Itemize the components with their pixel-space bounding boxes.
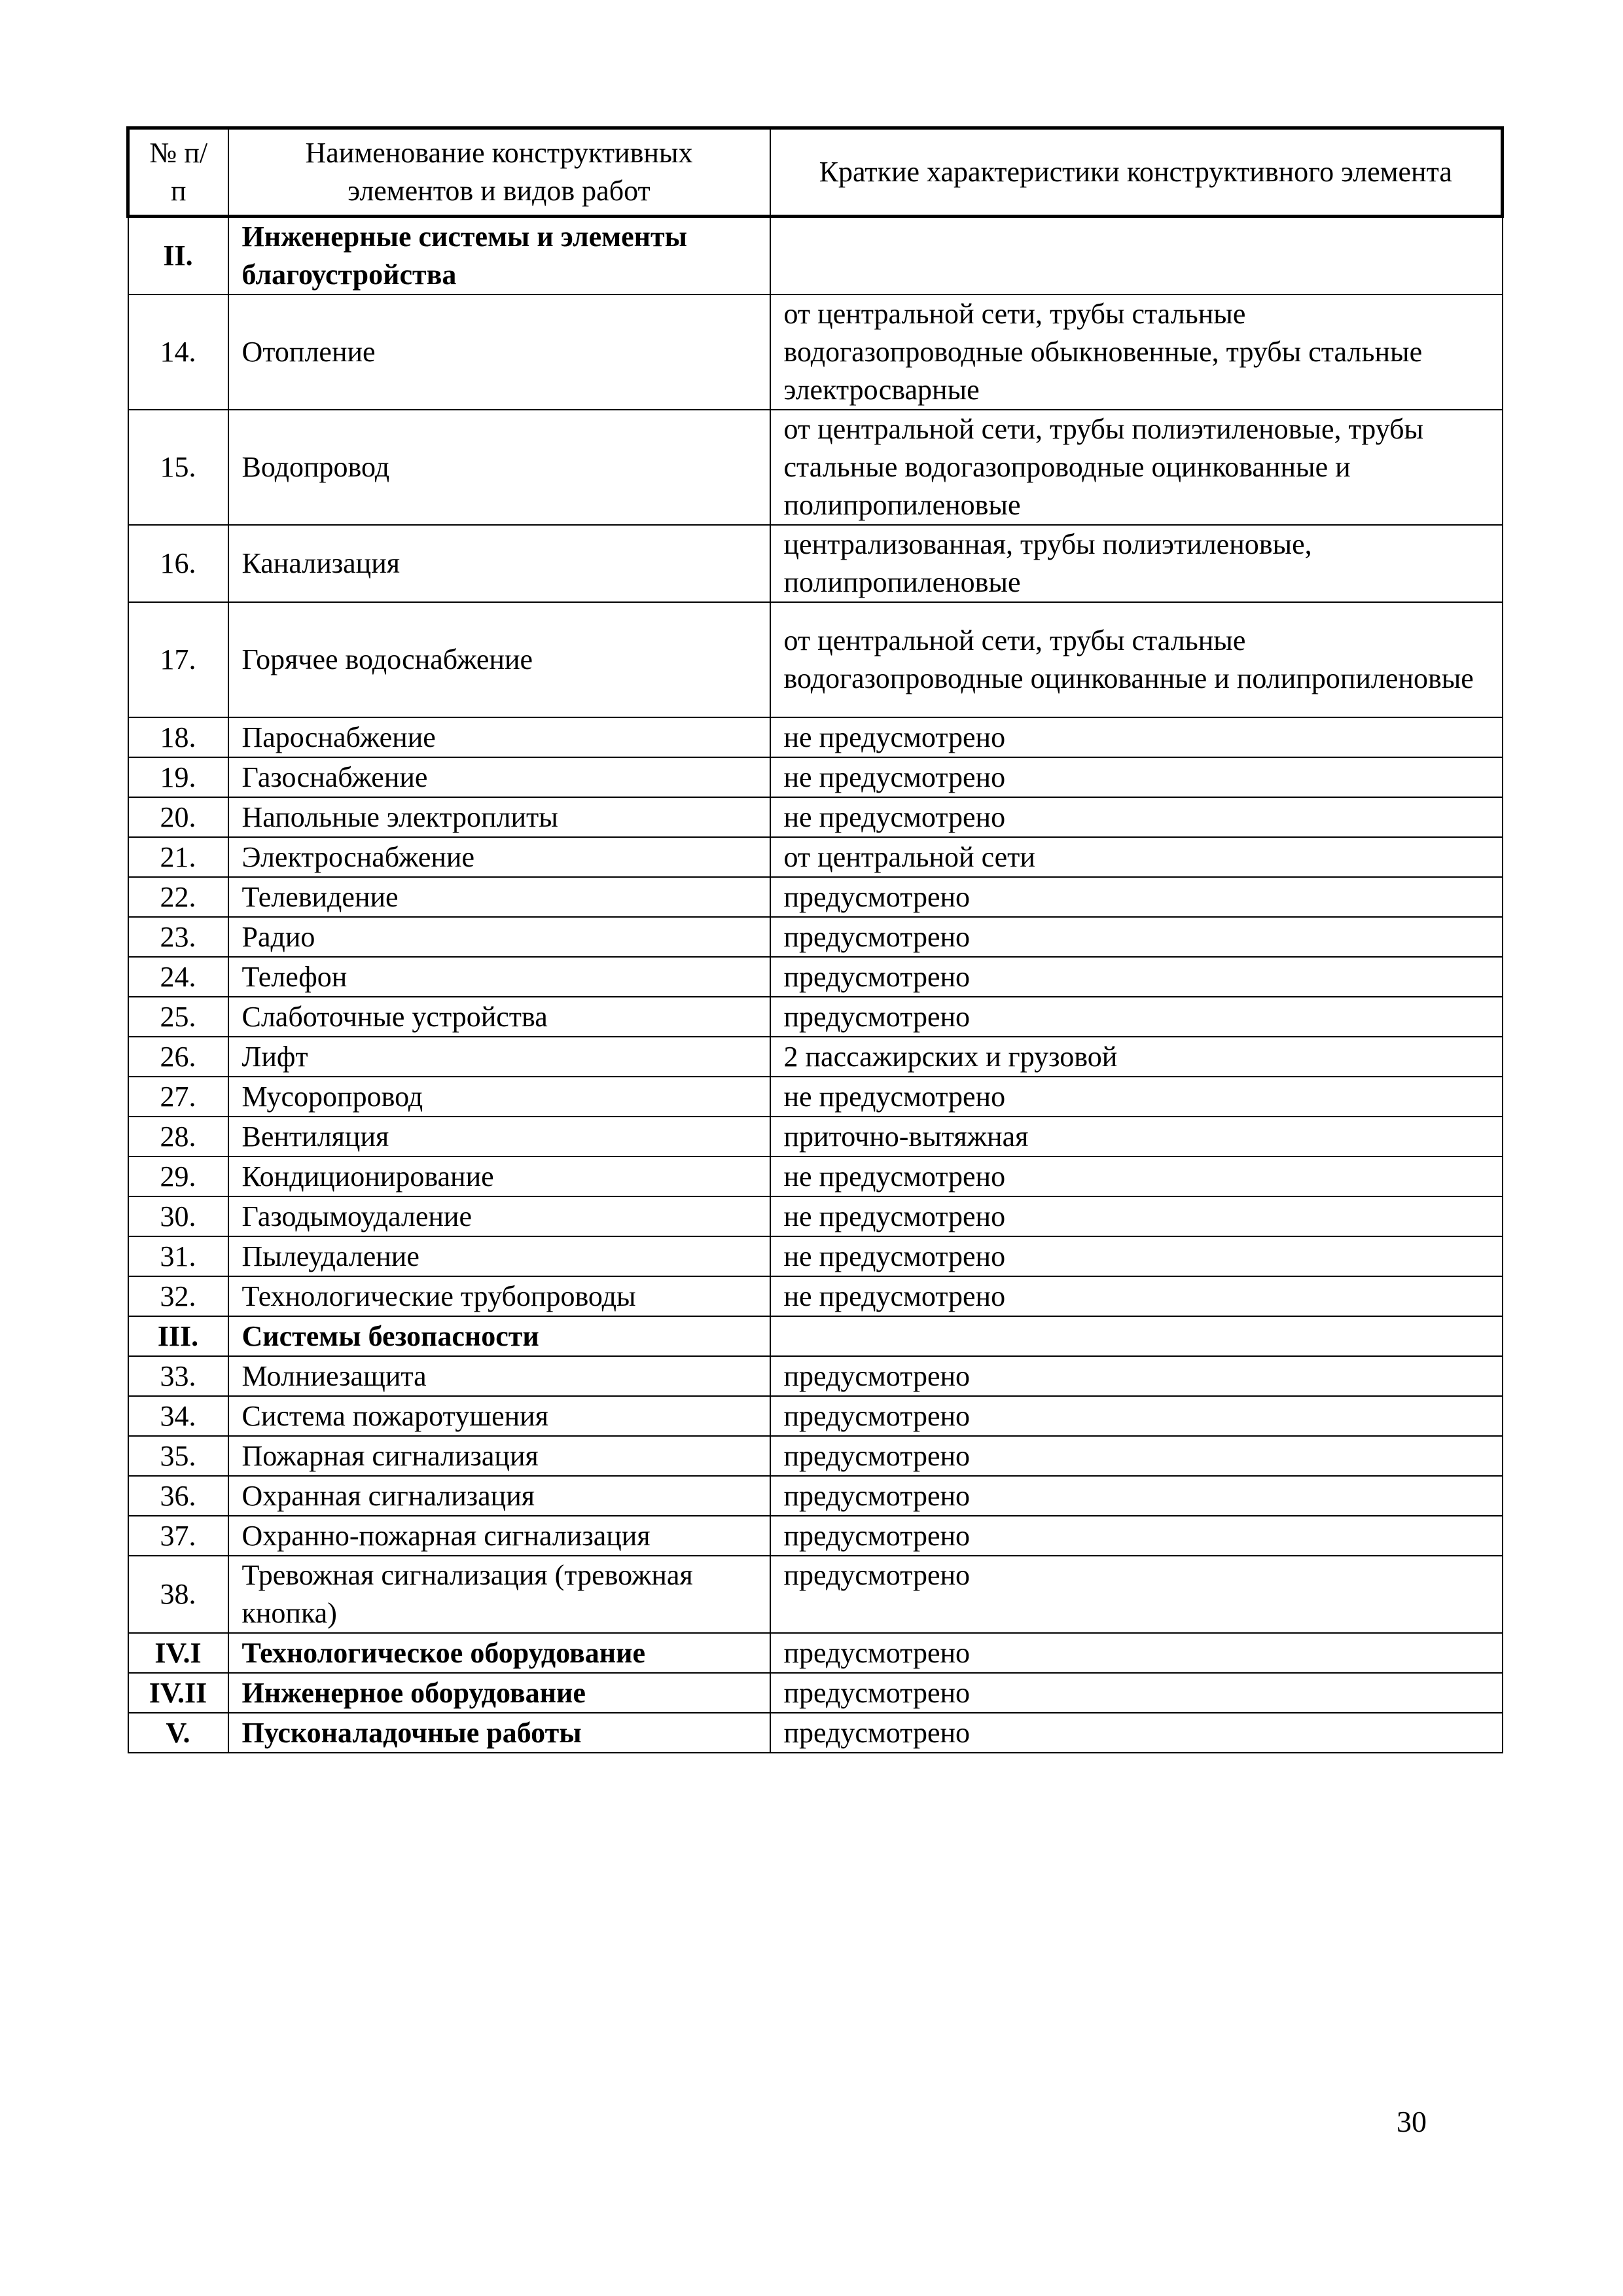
table-row	[128, 1157, 1503, 1196]
page-number: 30	[1397, 2105, 1427, 2138]
row-element-name: Слаботочные устройства	[228, 997, 770, 1037]
row-characteristics: предусмотрено	[770, 917, 1503, 957]
table-row	[128, 1276, 1503, 1316]
row-element-name: Охранно-пожарная сигнализация	[228, 1516, 770, 1556]
table-row	[128, 877, 1503, 917]
row-characteristics: не предусмотрено	[770, 757, 1503, 797]
row-number: 34.	[128, 1396, 228, 1436]
row-number: 25.	[128, 997, 228, 1037]
row-element-name: Пылеудаление	[228, 1236, 770, 1276]
row-characteristics: предусмотрено	[770, 1633, 1503, 1673]
row-element-name: Водопровод	[228, 410, 770, 525]
specifications-table	[126, 126, 1504, 1753]
row-element-name: Газоснабжение	[228, 757, 770, 797]
table-row	[128, 1196, 1503, 1236]
row-number: II.	[128, 217, 228, 295]
row-number: 29.	[128, 1157, 228, 1196]
row-characteristics: предусмотрено	[770, 1396, 1503, 1436]
row-number: 30.	[128, 1196, 228, 1236]
row-characteristics: предусмотрено	[770, 997, 1503, 1037]
row-characteristics: предусмотрено	[770, 1356, 1503, 1396]
row-number: 23.	[128, 917, 228, 957]
row-characteristics: не предусмотрено	[770, 717, 1503, 757]
row-number: 17.	[128, 602, 228, 717]
row-element-name: Телефон	[228, 957, 770, 997]
row-number: 31.	[128, 1236, 228, 1276]
row-number: 16.	[128, 525, 228, 602]
row-element-name: Технологическое оборудование	[228, 1633, 770, 1673]
table-row	[128, 917, 1503, 957]
row-number: IV.I	[128, 1633, 228, 1673]
table-row	[128, 1556, 1503, 1633]
row-characteristics: предусмотрено	[770, 1436, 1503, 1476]
row-characteristics: не предусмотрено	[770, 1196, 1503, 1236]
row-number: 14.	[128, 295, 228, 410]
table-row	[128, 1236, 1503, 1276]
row-number: 26.	[128, 1037, 228, 1077]
row-element-name: Системы безопасности	[228, 1316, 770, 1356]
row-element-name: Горячее водоснабжение	[228, 602, 770, 717]
row-characteristics: предусмотрено	[770, 1673, 1503, 1713]
row-characteristics: не предусмотрено	[770, 797, 1503, 837]
row-number: 21.	[128, 837, 228, 877]
row-element-name: Пусконаладочные работы	[228, 1713, 770, 1753]
section-row	[128, 1673, 1503, 1713]
row-number: 18.	[128, 717, 228, 757]
table-row	[128, 757, 1503, 797]
row-element-name: Пароснабжение	[228, 717, 770, 757]
row-element-name: Инженерные системы и элементы благоустройства	[228, 217, 770, 295]
row-number: 19.	[128, 757, 228, 797]
row-characteristics: не предусмотрено	[770, 1077, 1503, 1117]
row-characteristics: от центральной сети, трубы стальные водогазопроводные оцинкованные и полипропиленовые	[770, 602, 1503, 717]
row-element-name: Канализация	[228, 525, 770, 602]
table-row	[128, 837, 1503, 877]
table-row	[128, 1476, 1503, 1516]
row-number: 20.	[128, 797, 228, 837]
row-element-name: Радио	[228, 917, 770, 957]
row-number: 38.	[128, 1556, 228, 1633]
table-row	[128, 1396, 1503, 1436]
row-number: 35.	[128, 1436, 228, 1476]
row-characteristics: от центральной сети, трубы стальные водогазопроводные обыкновенные, трубы стальные электросварные	[770, 295, 1503, 410]
row-characteristics: 2 пассажирских и грузовой	[770, 1037, 1503, 1077]
table-row	[128, 1436, 1503, 1476]
row-element-name: Тревожная сигнализация (тревожная кнопка)	[228, 1556, 770, 1633]
header-number: № п/п	[128, 128, 228, 217]
row-characteristics: предусмотрено	[770, 1516, 1503, 1556]
row-characteristics: от центральной сети	[770, 837, 1503, 877]
table-row	[128, 602, 1503, 717]
section-row	[128, 1316, 1503, 1356]
row-characteristics: предусмотрено	[770, 1476, 1503, 1516]
table-row	[128, 797, 1503, 837]
table-row	[128, 1077, 1503, 1117]
row-characteristics	[770, 217, 1503, 295]
row-element-name: Пожарная сигнализация	[228, 1436, 770, 1476]
row-characteristics: предусмотрено	[770, 957, 1503, 997]
row-element-name: Охранная сигнализация	[228, 1476, 770, 1516]
header-characteristics: Краткие характеристики конструктивного элемента	[770, 128, 1503, 217]
row-characteristics: предусмотрено	[770, 1556, 1503, 1633]
table-row	[128, 525, 1503, 602]
row-element-name: Лифт	[228, 1037, 770, 1077]
table-row	[128, 1117, 1503, 1157]
row-number: 24.	[128, 957, 228, 997]
row-element-name: Мусоропровод	[228, 1077, 770, 1117]
row-characteristics: централизованная, трубы полиэтиленовые, полипропиленовые	[770, 525, 1503, 602]
row-number: 22.	[128, 877, 228, 917]
row-number: IV.II	[128, 1673, 228, 1713]
row-number: III.	[128, 1316, 228, 1356]
row-element-name: Кондиционирование	[228, 1157, 770, 1196]
table-row	[128, 957, 1503, 997]
table-row	[128, 1356, 1503, 1396]
row-number: V.	[128, 1713, 228, 1753]
table-row	[128, 1037, 1503, 1077]
row-element-name: Электроснабжение	[228, 837, 770, 877]
row-number: 15.	[128, 410, 228, 525]
row-characteristics	[770, 1316, 1503, 1356]
table-row	[128, 295, 1503, 410]
row-element-name: Напольные электроплиты	[228, 797, 770, 837]
table-row	[128, 1516, 1503, 1556]
row-element-name: Технологические трубопроводы	[228, 1276, 770, 1316]
table-row	[128, 717, 1503, 757]
row-number: 37.	[128, 1516, 228, 1556]
row-element-name: Молниезащита	[228, 1356, 770, 1396]
row-number: 36.	[128, 1476, 228, 1516]
row-element-name: Система пожаротушения	[228, 1396, 770, 1436]
row-characteristics: не предусмотрено	[770, 1276, 1503, 1316]
row-characteristics: не предусмотрено	[770, 1157, 1503, 1196]
row-characteristics: предусмотрено	[770, 877, 1503, 917]
row-element-name: Инженерное оборудование	[228, 1673, 770, 1713]
row-characteristics: приточно-вытяжная	[770, 1117, 1503, 1157]
row-characteristics: не предусмотрено	[770, 1236, 1503, 1276]
row-number: 28.	[128, 1117, 228, 1157]
row-element-name: Газодымоудаление	[228, 1196, 770, 1236]
row-number: 33.	[128, 1356, 228, 1396]
table-row	[128, 410, 1503, 525]
header-element-name: Наименование конструктивных элементов и видов работ	[228, 128, 770, 217]
row-element-name: Телевидение	[228, 877, 770, 917]
row-characteristics: от центральной сети, трубы полиэтиленовые, трубы стальные водогазопроводные оцинкованные и полипропиленовые	[770, 410, 1503, 525]
table-header-row	[128, 128, 1503, 217]
section-row	[128, 217, 1503, 295]
section-row	[128, 1633, 1503, 1673]
row-element-name: Вентиляция	[228, 1117, 770, 1157]
table-row	[128, 997, 1503, 1037]
row-characteristics: предусмотрено	[770, 1713, 1503, 1753]
row-number: 27.	[128, 1077, 228, 1117]
section-row	[128, 1713, 1503, 1753]
row-number: 32.	[128, 1276, 228, 1316]
row-element-name: Отопление	[228, 295, 770, 410]
